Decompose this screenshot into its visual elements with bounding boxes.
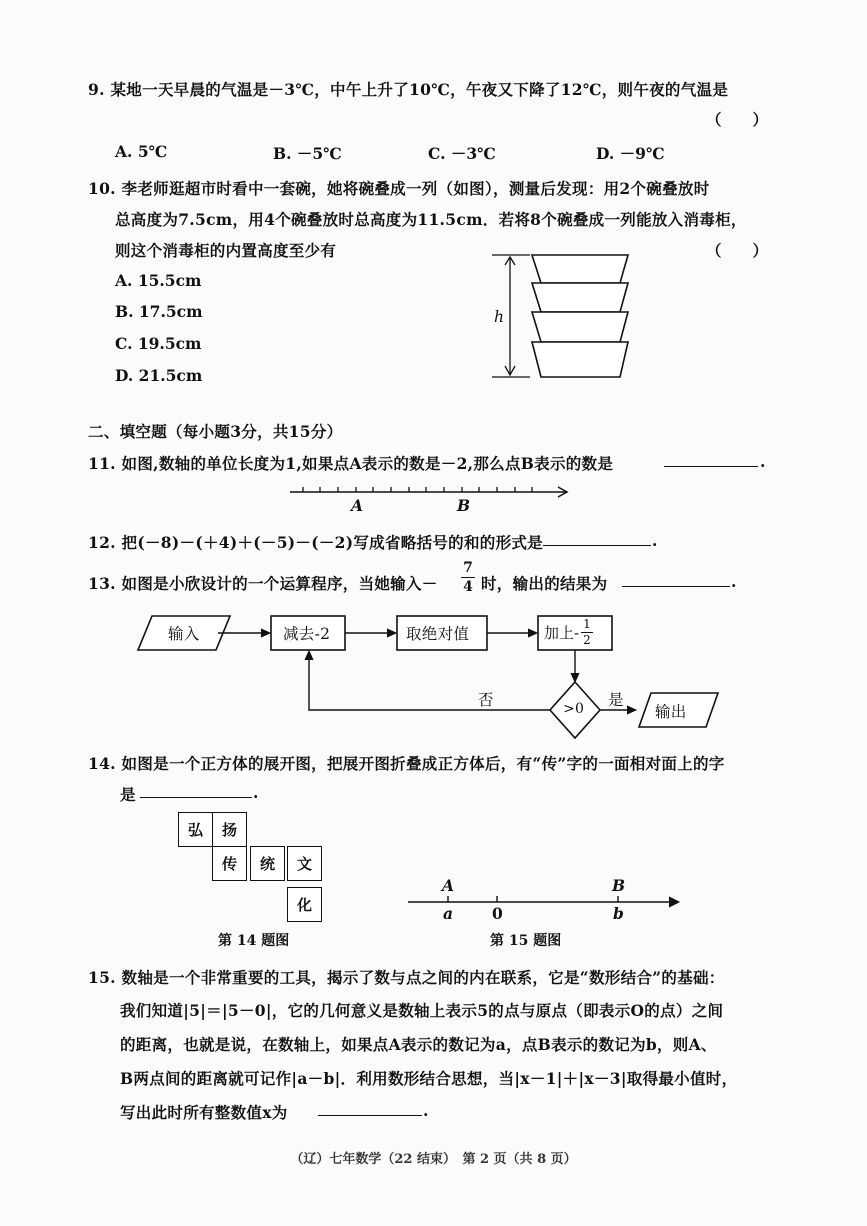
q9-stem: 9. 某地一天早晨的气温是－3℃，中午上升了10℃，午夜又下降了12℃，则午夜的气温是: [88, 80, 729, 99]
flow-fraction-denominator: 2: [583, 633, 591, 647]
cube-face-4: 统: [250, 846, 285, 881]
q15-figure-caption: 第 15 题图: [490, 933, 562, 949]
q15-answer-blank[interactable]: [318, 1101, 422, 1116]
q13-period: .: [731, 572, 737, 591]
q13-fraction-denominator: 4: [463, 579, 473, 595]
q11-stem: 11. 如图,数轴的单位长度为1,如果点A表示的数是－2,那么点B表示的数是: [88, 454, 614, 473]
q10-option-c: C. 19.5cm: [115, 334, 202, 353]
q15-line3: 的距离，也就是说，在数轴上，如果点A表示的数记为a，点B表示的数记为b，则A、: [120, 1035, 717, 1054]
q15-point-b-label: B: [612, 876, 626, 895]
q15-line5: 写出此时所有整数值x为: [120, 1103, 288, 1122]
page-footer: （辽）七年数学（22 结束） 第 2 页（共 8 页）: [290, 1152, 577, 1167]
flow-yes-label: 是: [608, 691, 624, 709]
cube-face-2: 扬: [212, 812, 247, 847]
q9-option-b: B. －5℃: [273, 144, 342, 163]
q11-period: .: [760, 452, 766, 471]
flow-step-subtract-label: 减去-2: [283, 625, 331, 643]
q11-point-b-label: B: [457, 496, 471, 515]
flow-step-add-prefix: 加上-: [544, 624, 580, 642]
flow-step-abs-label: 取绝对值: [406, 625, 470, 643]
q14-line1: 14. 如图是一个正方体的展开图，把展开图折叠成正方体后，有“传”字的一面相对面上的字: [88, 754, 725, 773]
q9-answer-paren: （ ）: [706, 110, 769, 129]
q13-stem-b: 时，输出的结果为: [481, 574, 608, 593]
q11-point-a-label: A: [351, 496, 364, 515]
q10-line2: 总高度为7.5cm，用4个碗叠放时总高度为11.5cm．若将8个碗叠成一列能放入消毒柜，: [115, 210, 747, 229]
q15-point-a-label: A: [442, 876, 455, 895]
section-2-heading: 二、填空题（每小题3分，共15分）: [88, 422, 343, 441]
flow-input-label: 输入: [168, 625, 200, 643]
cube-face-3: 传: [212, 846, 247, 881]
flow-condition-label: >0: [563, 701, 585, 717]
q14-period: .: [253, 783, 259, 802]
cube-face-6: 化: [287, 887, 322, 922]
q10-line1: 10. 李老师逛超市时看中一套碗，她将碗叠成一列（如图），测量后发现：用2个碗叠放时: [88, 179, 710, 198]
q15-line4: B两点间的距离就可记作|a－b|．利用数形结合思想，当|x－1|＋|x－3|取得最小值时，: [120, 1069, 738, 1088]
flow-fraction-numerator: 1: [583, 617, 591, 631]
q15-tick-zero-label: 0: [492, 904, 504, 923]
q15-line1: 15. 数轴是一个非常重要的工具，揭示了数与点之间的内在联系，它是“数形结合”的基础：: [88, 968, 725, 987]
q15-line2: 我们知道|5|＝|5－0|，它的几何意义是数轴上表示5的点与原点（即表示O的点）之间: [120, 1001, 724, 1020]
q10-line3: 则这个消毒柜的内置高度至少有: [115, 241, 337, 260]
q14-line2: 是: [120, 785, 136, 804]
flow-output-label: 输出: [655, 703, 687, 721]
flow-no-label: 否: [478, 691, 494, 709]
q13-stem-a: 13. 如图是小欣设计的一个运算程序，当她输入－: [88, 574, 438, 593]
q15-period: .: [423, 1101, 429, 1120]
q12-stem: 12. 把(－8)－(＋4)＋(－5)－(－2)写成省略括号的和的形式是: [88, 533, 543, 552]
q15-tick-b-label: b: [613, 904, 625, 923]
cube-face-5: 文: [287, 846, 322, 881]
q12-period: .: [652, 531, 658, 550]
q13-fraction-numerator: 7: [461, 559, 475, 578]
q10-answer-paren: （ ）: [706, 241, 769, 260]
cube-face-1: 弘: [178, 812, 213, 847]
q14-figure-caption: 第 14 题图: [218, 933, 290, 949]
figure-h-label: h: [494, 308, 505, 326]
q15-tick-a-label: a: [443, 904, 454, 923]
q10-option-a: A. 15.5cm: [115, 271, 202, 290]
q10-option-b: B. 17.5cm: [115, 302, 203, 321]
q9-option-c: C. －3℃: [428, 144, 496, 163]
q9-option-d: D. －9℃: [596, 144, 665, 163]
q9-option-a: A. 5℃: [115, 142, 168, 161]
q10-option-d: D. 21.5cm: [115, 366, 203, 385]
